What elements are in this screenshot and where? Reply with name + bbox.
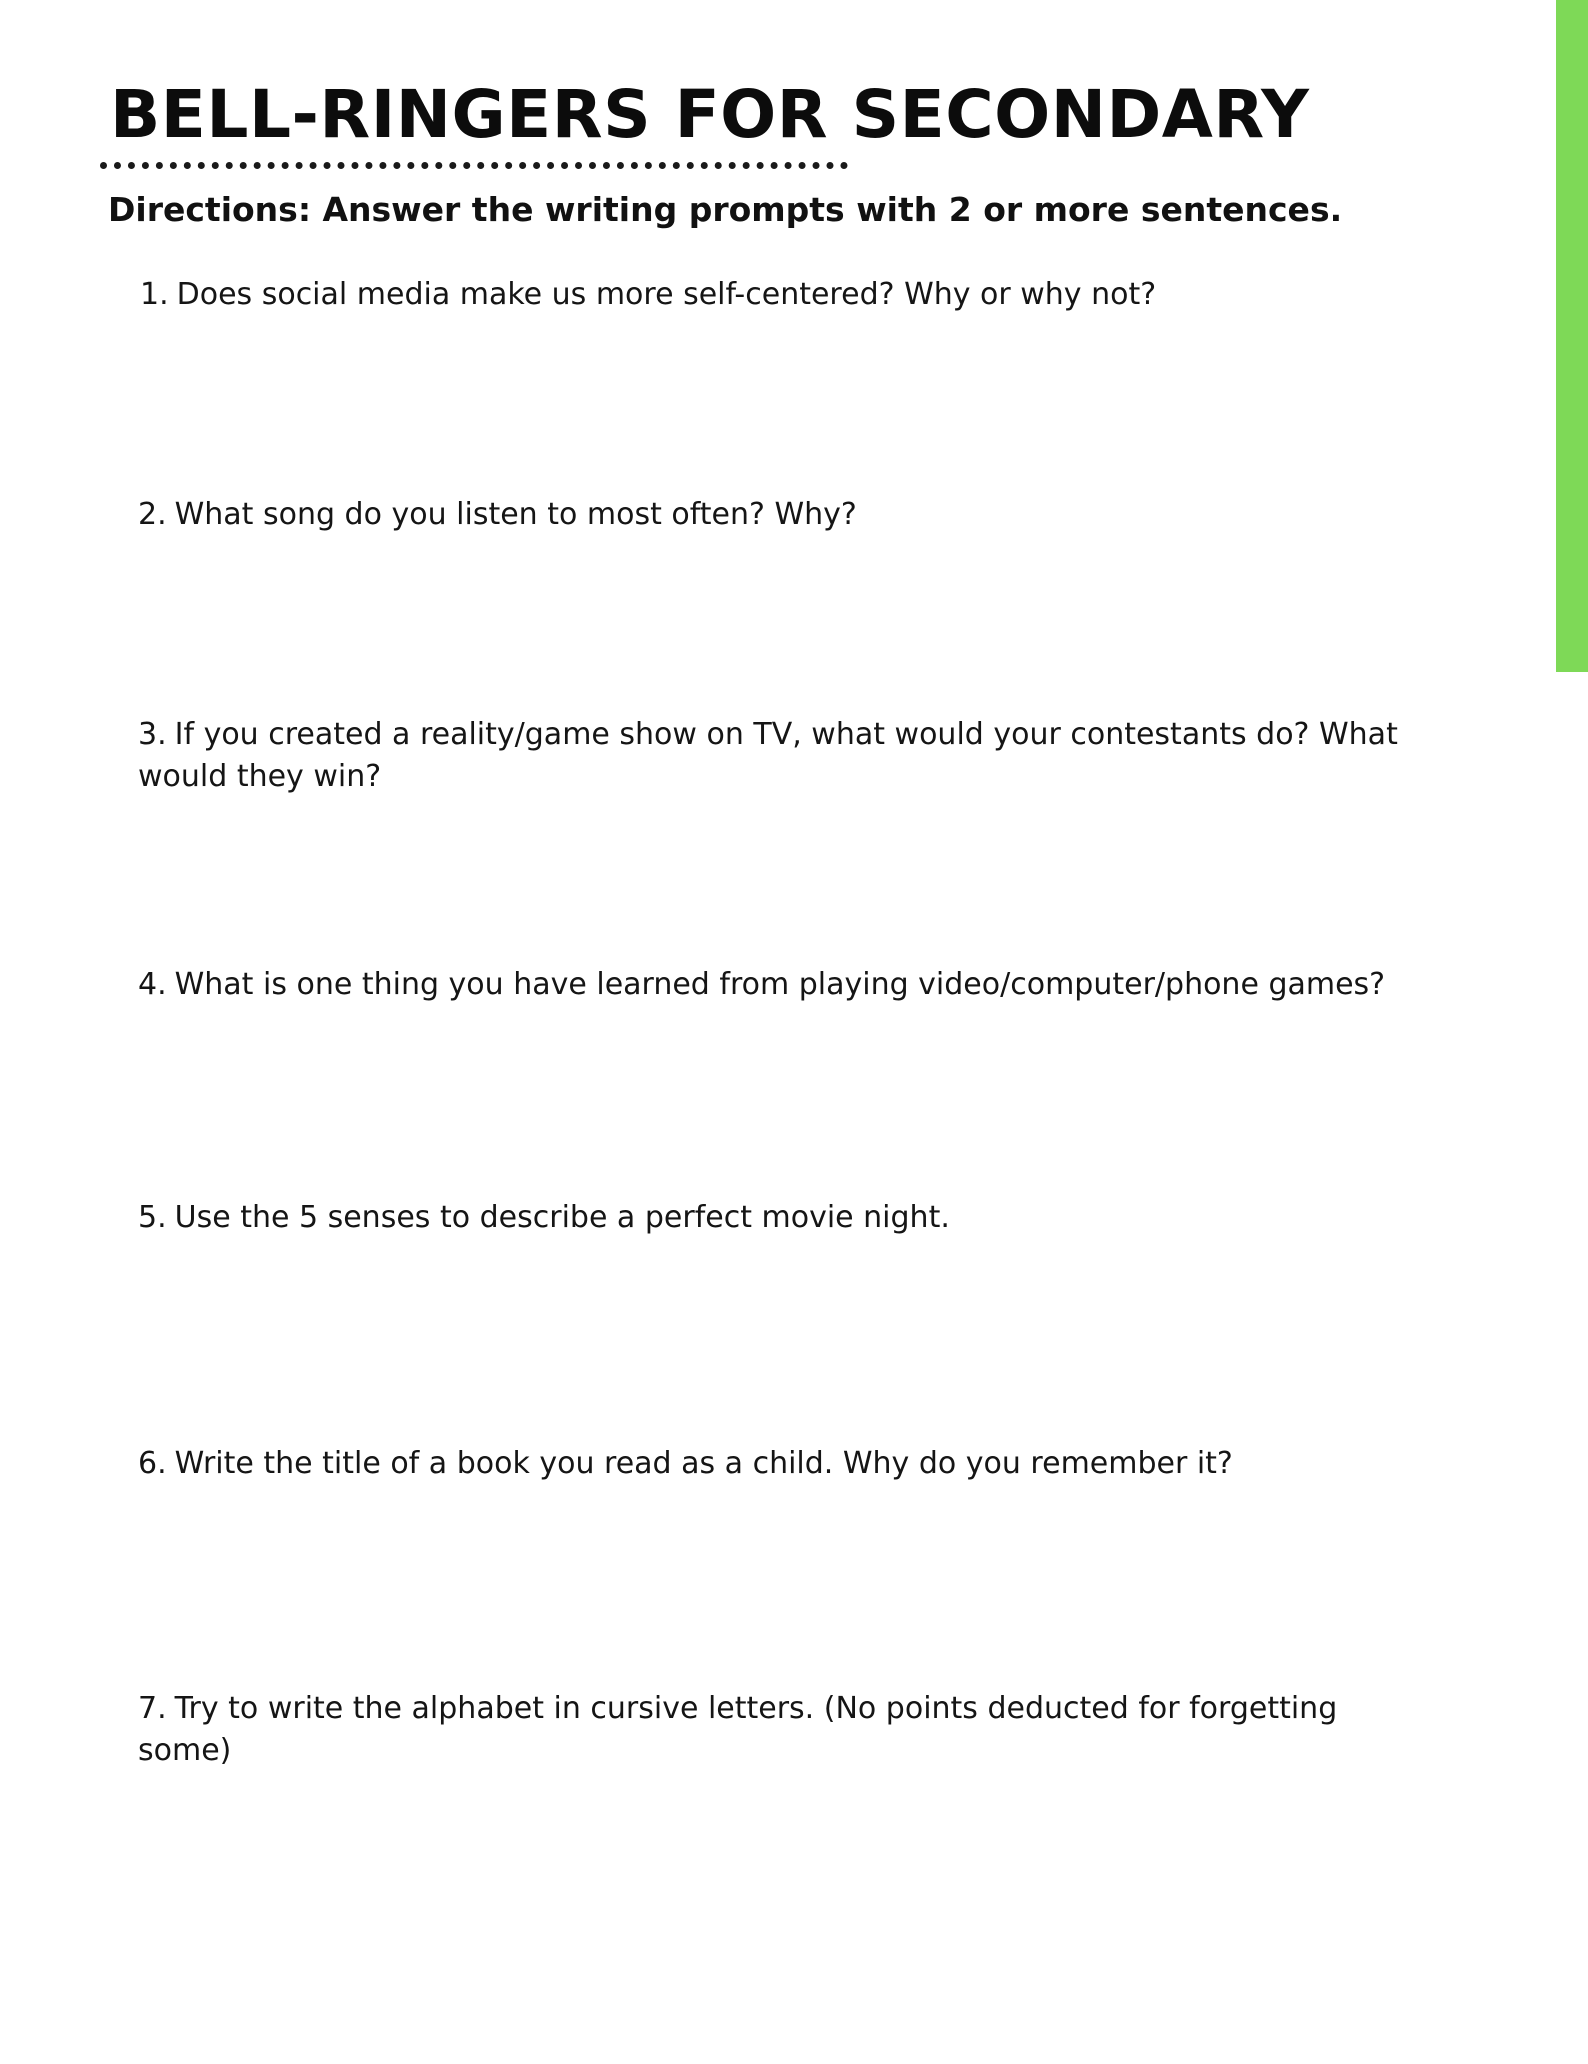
- prompt-3: [138, 714, 1428, 798]
- prompt-text: Use the 5 senses to describe a perfect movie night.: [174, 1200, 950, 1235]
- prompt-text: Write the title of a book you read as a child. Why do you remember it?: [174, 1446, 1233, 1481]
- prompt-number: 5.: [138, 1200, 167, 1235]
- prompt-6: [138, 1443, 1233, 1485]
- prompt-number: 2.: [138, 497, 167, 532]
- prompt-number: 7.: [138, 1691, 167, 1726]
- directions-text: Directions: Answer the writing prompts with 2 or more sentences.: [108, 190, 1343, 229]
- prompt-4: [138, 964, 1385, 1006]
- prompt-text: What is one thing you have learned from playing video/computer/phone games?: [174, 967, 1386, 1002]
- prompt-5: [138, 1197, 950, 1239]
- prompt-number: 4.: [138, 967, 167, 1002]
- green-accent-bar: [1556, 0, 1588, 672]
- dotted-title-underline: [100, 162, 848, 169]
- prompt-7: [138, 1688, 1438, 1772]
- prompt-number: 3.: [138, 717, 167, 752]
- prompt-text: Try to write the alphabet in cursive letters. (No points deducted for forgetting some): [138, 1691, 1338, 1768]
- prompt-2: [138, 494, 857, 536]
- worksheet-title: BELL-RINGERS FOR SECONDARY: [110, 76, 1310, 153]
- prompt-text: What song do you listen to most often? Why?: [174, 497, 857, 532]
- prompt-number: 1.: [140, 277, 169, 312]
- prompt-1: [140, 274, 1156, 316]
- prompt-number: 6.: [138, 1446, 167, 1481]
- prompt-text: Does social media make us more self-centered? Why or why not?: [176, 277, 1157, 312]
- prompt-text: If you created a reality/game show on TV, what would your contestants do? What would they win?: [138, 717, 1398, 794]
